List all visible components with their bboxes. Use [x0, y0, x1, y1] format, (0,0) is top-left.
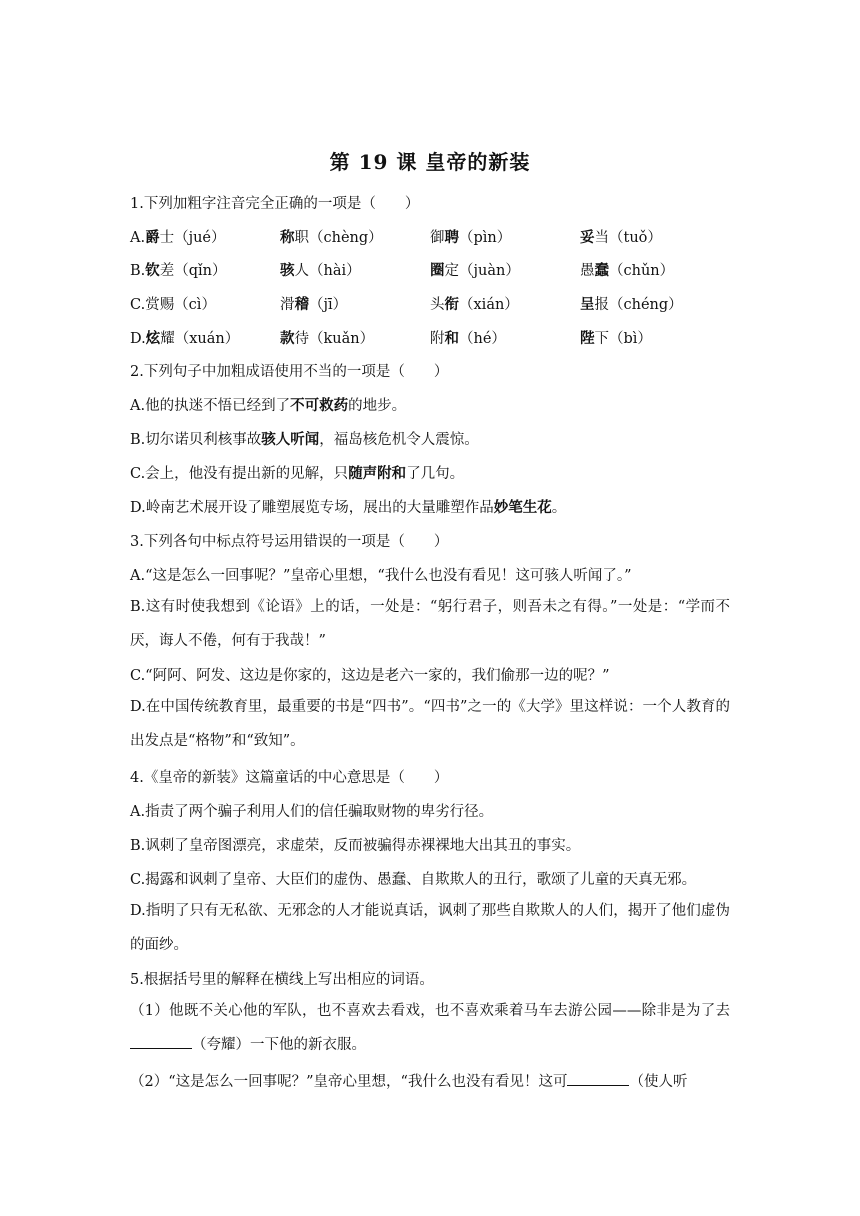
q2-option-d: D.岭南艺术展开设了雕塑展览专场，展出的大量雕塑作品妙笔生花。: [130, 499, 567, 516]
q2-option-b: B.切尔诺贝利核事故骇人听闻，福岛核危机令人震惊。: [130, 431, 479, 448]
q1-option-c-item-2: 滑稽（jī）: [280, 296, 348, 313]
q3-option-b: B.这有时使我想到《论语》上的话，一处是：“躬行君子，则吾未之有得。”一处是：“学而不厌，诲人不倦，何有于我哉！”: [130, 599, 730, 649]
q5-part-2: （2）“这是怎么一回事呢？”皇帝心里想，“我什么也没有看见！这可 （使人听: [130, 1074, 688, 1090]
q1-option-a-item-4: 妥当（tuǒ）: [580, 229, 662, 246]
q5-part-1: （1）他既不关心他的军队，也不喜欢去看戏，也不喜欢乘着马车去游公园——除非是为了去（夸耀）一下他的新衣服。: [130, 1003, 730, 1053]
q1-option-d-item-2: 款待（kuǎn）: [280, 330, 375, 347]
q1-option-b-item-1: B.钦差（qǐn）: [130, 262, 227, 279]
question-3-stem: 3.下列各句中标点符号运用错误的一项是（ ）: [130, 534, 449, 550]
q1-option-c-item-3: 头衔（xián）: [430, 296, 519, 313]
q1-option-d-item-3: 附和（hé）: [430, 330, 506, 347]
q2-option-c: C.会上，他没有提出新的见解，只随声附和了几句。: [130, 465, 465, 482]
q1-option-a-item-3: 御聘（pìn）: [430, 229, 512, 246]
q4-option-b: B.讽刺了皇帝图漂亮，求虚荣，反而被骗得赤裸裸地大出其丑的事实。: [130, 838, 581, 854]
q3-option-d: D.在中国传统教育里，最重要的书是“四书”。“四书”之一的《大学》里这样说：一个人教育的出发点是“格物”和“致知”。: [130, 699, 730, 749]
question-1-stem: 1.下列加粗字注音完全正确的一项是（ ）: [130, 196, 420, 212]
q1-option-c-item-4: 呈报（chéng）: [580, 296, 683, 313]
q1-option-a-item-1: A.爵士（jué）: [130, 229, 226, 246]
q4-option-a: A.指责了两个骗子利用人们的信任骗取财物的卑劣行径。: [130, 804, 494, 820]
q1-option-b-item-3: 圈定（juàn）: [430, 262, 520, 279]
q1-option-c-item-1: C.赏赐（cì）: [130, 297, 216, 313]
answer-blank-2[interactable]: [567, 1073, 629, 1086]
q1-option-a-item-2: 称职（chèng）: [280, 229, 383, 246]
page-title: 第 19 课 皇帝的新装: [329, 150, 531, 174]
question-2-stem: 2.下列句子中加粗成语使用不当的一项是（ ）: [130, 364, 449, 380]
answer-blank-1[interactable]: [130, 1036, 192, 1049]
q1-option-b-item-2: 骇人（hài）: [280, 262, 361, 279]
q1-option-d-item-4: 陛下（bì）: [580, 330, 652, 347]
q3-option-a: A.“这是怎么一回事呢？”皇帝心里想，“我什么也没有看见！这可骇人听闻了。”: [130, 568, 632, 584]
question-4-stem: 4.《皇帝的新装》这篇童话的中心意思是（ ）: [130, 770, 449, 786]
q2-option-a: A.他的执迷不悟已经到了不可救药的地步。: [130, 397, 407, 414]
q1-option-b-item-4: 愚蠢（chǔn）: [580, 262, 675, 279]
q4-option-c: C.揭露和讽刺了皇帝、大臣们的虚伪、愚蠢、自欺欺人的丑行，歌颂了儿童的天真无邪。: [130, 872, 697, 888]
question-5-stem: 5.根据括号里的解释在横线上写出相应的词语。: [130, 972, 434, 988]
q3-option-c: C.“阿阿、阿发、这边是你家的，这边是老六一家的，我们偷那一边的呢？”: [130, 668, 610, 684]
q4-option-d: D.指明了只有无私欲、无邪念的人才能说真话，讽刺了那些自欺欺人的人们，揭开了他们虚伪的面纱。: [130, 903, 730, 953]
q1-option-d-item-1: D.炫耀（xuán）: [130, 330, 240, 347]
